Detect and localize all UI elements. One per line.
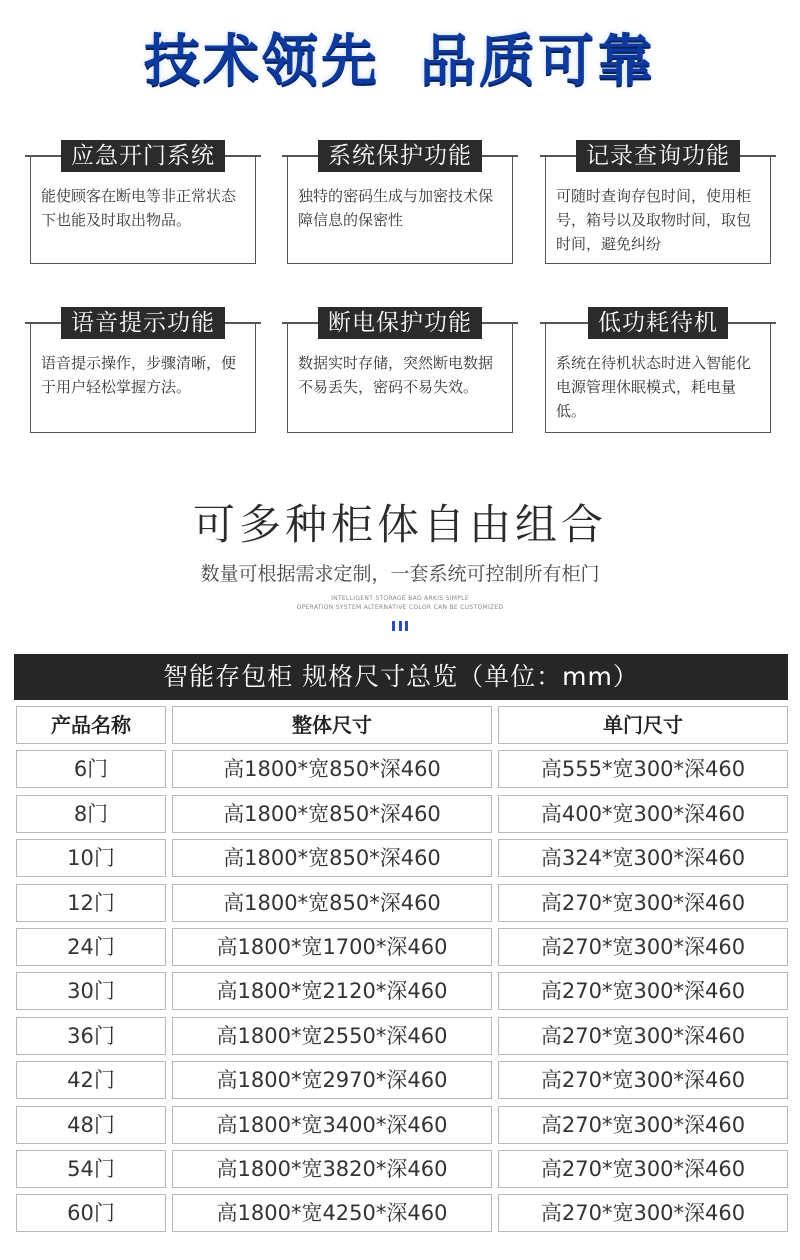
feature-title: 语音提示功能 [61, 307, 225, 339]
column-header-door-size: 单门尺寸 [498, 706, 788, 744]
table-row [16, 928, 788, 966]
feature-card-voice-prompt [30, 310, 256, 433]
decorative-bars-icon [392, 621, 408, 631]
cell-door-size: 高270*宽300*深460 [498, 1061, 788, 1099]
cell-product-name: 54门 [16, 1150, 166, 1188]
cell-overall-size: 高1800*宽850*深460 [172, 884, 492, 922]
feature-card-low-power-standby [545, 310, 771, 433]
spec-table [16, 706, 788, 1239]
spec-table-banner: 智能存包柜 规格尺寸总览（单位：mm） [14, 654, 788, 700]
cell-overall-size: 高1800*宽850*深460 [172, 839, 492, 877]
cell-overall-size: 高1800*宽3400*深460 [172, 1106, 492, 1144]
cell-product-name: 8门 [16, 795, 166, 833]
cell-product-name: 12门 [16, 884, 166, 922]
cell-door-size: 高555*宽300*深460 [498, 750, 788, 788]
feature-title: 应急开门系统 [61, 140, 225, 172]
feature-card-system-protection [287, 143, 513, 264]
cell-door-size: 高270*宽300*深460 [498, 972, 788, 1010]
table-row [16, 1017, 788, 1055]
column-header-product-name: 产品名称 [16, 706, 166, 744]
feature-description: 语音提示操作，步骤清晰，便于用户轻松掌握方法。 [41, 354, 237, 396]
cell-door-size: 高270*宽300*深460 [498, 1106, 788, 1144]
table-row [16, 1106, 788, 1144]
cell-door-size: 高324*宽300*深460 [498, 839, 788, 877]
table-row [16, 972, 788, 1010]
cell-door-size: 高270*宽300*深460 [498, 1194, 788, 1232]
table-row [16, 839, 788, 877]
table-row [16, 750, 788, 788]
feature-description: 能使顾客在断电等非正常状态下也能及时取出物品。 [41, 187, 237, 229]
hero-title-left: 技术领先 [144, 29, 380, 94]
cell-overall-size: 高1800*宽2550*深460 [172, 1017, 492, 1055]
cell-door-size: 高270*宽300*深460 [498, 884, 788, 922]
table-row [16, 884, 788, 922]
feature-title: 记录查询功能 [576, 140, 740, 172]
hero-title-right: 品质可靠 [420, 29, 656, 94]
cell-overall-size: 高1800*宽850*深460 [172, 750, 492, 788]
feature-description: 数据实时存储，突然断电数据不易丢失，密码不易失效。 [298, 354, 494, 396]
feature-title: 系统保护功能 [318, 140, 482, 172]
cell-overall-size: 高1800*宽3820*深460 [172, 1150, 492, 1188]
cell-overall-size: 高1800*宽2120*深460 [172, 972, 492, 1010]
table-row [16, 1061, 788, 1099]
feature-card-power-off-protection [287, 310, 513, 433]
hero-title [0, 22, 800, 102]
column-header-overall-size: 整体尺寸 [172, 706, 492, 744]
cell-product-name: 60门 [16, 1194, 166, 1232]
feature-title: 低功耗待机 [588, 307, 728, 339]
cell-door-size: 高270*宽300*深460 [498, 1017, 788, 1055]
combo-subtitle: 数量可根据需求定制，一套系统可控制所有柜门 [200, 563, 600, 585]
cell-overall-size: 高1800*宽2970*深460 [172, 1061, 492, 1099]
table-row [16, 1194, 788, 1232]
feature-description: 系统在待机状态时进入智能化电源管理休眠模式，耗电量低。 [556, 354, 752, 420]
cell-product-name: 42门 [16, 1061, 166, 1099]
cell-product-name: 48门 [16, 1106, 166, 1144]
table-row [16, 795, 788, 833]
cell-product-name: 30门 [16, 972, 166, 1010]
english-caption-line-2: OPERATION SYSTEM ALTERNATIVE COLOR CAN BE CUSTOMIZED [296, 604, 504, 611]
table-row [16, 1150, 788, 1188]
english-caption-line-1: INTELLIGENT STORAGE BAG ARKIS SIMPLE [331, 595, 469, 602]
feature-card-emergency-open [30, 143, 256, 264]
cell-product-name: 10门 [16, 839, 166, 877]
cell-door-size: 高270*宽300*深460 [498, 1150, 788, 1188]
cell-product-name: 36门 [16, 1017, 166, 1055]
feature-description: 独特的密码生成与加密技术保障信息的保密性 [298, 187, 494, 229]
cell-product-name: 24门 [16, 928, 166, 966]
cell-overall-size: 高1800*宽4250*深460 [172, 1194, 492, 1232]
feature-card-record-query [545, 143, 771, 264]
combo-title: 可多种柜体自由组合 [192, 500, 607, 549]
cell-product-name: 6门 [16, 750, 166, 788]
feature-title: 断电保护功能 [318, 307, 482, 339]
table-header-row [16, 706, 788, 744]
cell-door-size: 高270*宽300*深460 [498, 928, 788, 966]
cell-overall-size: 高1800*宽1700*深460 [172, 928, 492, 966]
cell-overall-size: 高1800*宽850*深460 [172, 795, 492, 833]
feature-description: 可随时查询存包时间，使用柜号，箱号以及取物时间，取包时间，避免纠纷 [556, 187, 752, 253]
cell-door-size: 高400*宽300*深460 [498, 795, 788, 833]
